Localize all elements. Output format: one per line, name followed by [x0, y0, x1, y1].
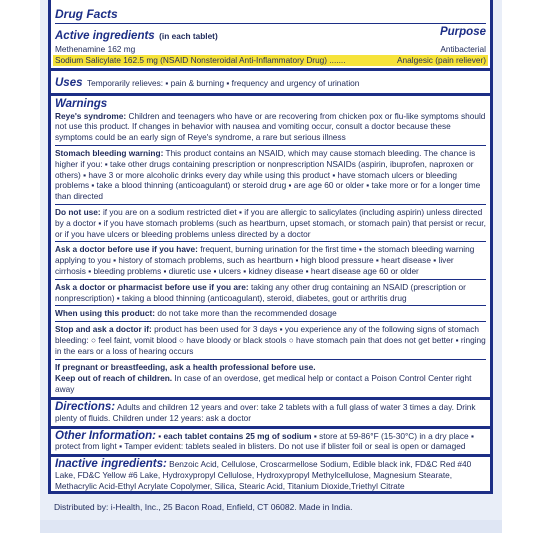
other-information-heading: Other Information: [55, 429, 156, 442]
purpose-heading: Purpose [439, 26, 486, 38]
directions-text: Adults and children 12 years and over: take 2 tablets with a full glass of water 3 times a day. Drink plenty of fluids. Children under 12 years: ask a doctor [55, 401, 476, 423]
inactive-ingredients-heading: Inactive ingredients: [55, 458, 167, 471]
stop-use-text: product has been used for 3 days ▪ you experience any of the following signs of stomach bleeding: ○ feel faint, vomit blood ○ have bloody or black stools ○ have stomach pain that does not get better ▪ ringing in the ears or a loss of hearing occurs [55, 324, 486, 356]
uses-text: Temporarily relieves: ▪ pain & burning ▪ frequency and urgency of urination [86, 77, 360, 88]
uses-section [55, 73, 486, 91]
do-not-use-label: Do not use: [55, 206, 101, 217]
reye-text: Children and teenagers who have or are recovering from chicken pox or flu-like symptoms should not use this product. If changes in behavior with nausea and vomiting occur, consult a doctor because these symptoms could be an early sign of Reye's syndrome, a rare but serious illness [55, 110, 486, 143]
ingredient-row-2 [53, 55, 488, 66]
warnings-heading: Warnings [55, 97, 108, 110]
drug-facts-panel [48, 0, 493, 494]
stop-use [55, 324, 486, 356]
other-information-text: ▪ store at 59-86°F (15-30°C) in a dry place ▪ protect from light ▪ Tamper evident: tablets sealed in blisters. Do not use if blister foil or seal is open or damaged [55, 430, 474, 452]
ingredient-row-1 [55, 44, 486, 55]
ask-doctor-label: Ask a doctor before use if you have: [55, 244, 198, 255]
inactive-ingredients [55, 459, 486, 491]
uses-heading: Uses [55, 76, 83, 89]
keep-out-of-reach [55, 373, 486, 395]
reye-label: Reye's syndrome: [55, 110, 127, 121]
directions-heading: Directions: [55, 400, 116, 413]
ask-pharmacist-text: taking any other drug containing an NSAID (prescription or nonprescription) ▪ taking a blood thinning (anticoagulant), steroid, diabetes, gout or arthritis drug [55, 281, 466, 303]
active-ingredients-heading: Active ingredients [55, 30, 155, 42]
stomach-text: This product contains an NSAID, which may cause stomach bleeding. The chance is higher if you: ▪ take other drugs containing prescription or nonprescription NSAIDs (aspirin, ibuprofen, naproxen or others) ▪ have 3 or more alcoholic drinks every day while using this product ▪ have stomach ulcers or bleeding problems ▪ take a blood thinning (anticoagulant) or steroid drug ▪ are age 60 or older ▪ take more or for a longer time than directed [55, 147, 481, 202]
ingredient-purpose: Antibacterial [440, 44, 486, 54]
active-ingredients-sub: (in each tablet) [159, 31, 218, 41]
ask-pharmacist-label: Ask a doctor or pharmacist before use if you are: [55, 281, 249, 292]
do-not-use [55, 207, 486, 239]
distributor-line: Distributed by: i-Health, Inc., 25 Bacon Road, Enfield, CT 06082. Made in India. [54, 502, 353, 512]
active-ingredients-header [55, 26, 486, 44]
ask-doctor [55, 244, 486, 276]
reye-warning [55, 111, 486, 143]
pregnancy-warning: If pregnant or breastfeeding, ask a health professional before use. [55, 361, 316, 372]
drug-facts-title: Drug Facts [55, 7, 118, 21]
stop-use-label: Stop and ask a doctor if: [55, 324, 152, 335]
when-using-label: When using this product: [55, 308, 156, 319]
keep-label: Keep out of reach of children. [55, 373, 173, 384]
directions-section [55, 402, 486, 424]
other-information [55, 431, 486, 453]
ask-pharmacist [55, 282, 486, 304]
ingredient-name: Methenamine 162 mg [55, 44, 136, 54]
ingredient-name: Sodium Salicylate 162.5 mg (NSAID Nonsteroidal Anti-Inflammatory Drug) ....... [55, 54, 346, 65]
sodium-content: ▪ each tablet contains 25 mg of sodium [158, 430, 312, 441]
when-using-text: do not take more than the recommended dosage [157, 308, 337, 319]
stomach-label: Stomach bleeding warning: [55, 147, 164, 158]
inactive-ingredients-text: Benzoic Acid, Cellulose, Croscarmellose Sodium, Edible black ink, FD&C Red #40 Lake, FD&C Yellow #6 Lake, Hydroxypropyl Cellulose, Hydroxypropyl Methylcellulose, Magnesium Stearate, Methacrylic Acid-Ethyl Acrylate Copolymer, Silica, Stearic Acid, Titanium Dioxide,Triethyl Citrate [55, 459, 472, 491]
ask-doctor-text: frequent, burning urination for the first time ▪ the stomach bleeding warning applying to you ▪ history of stomach problems, such as heartburn ▪ high blood pressure ▪ heart disease ▪ liver cirrhosis ▪ bleeding problems ▪ diuretic use ▪ ulcers ▪ kidney disease ▪ heart disease age 60 or older [55, 244, 475, 276]
stomach-warning [55, 148, 486, 202]
do-not-use-text: if you are on a sodium restricted diet ▪ if you are allergic to salicylates (including aspirin) unless directed by a doctor ▪ if you have stomach problems (such as heartburn, upset stomach, or stomach pain) that persist or recur, or if you have ulcers or bleeding problems unless directed by a doctor [55, 206, 486, 239]
package-bottom-edge [40, 520, 502, 533]
when-using [55, 308, 486, 319]
ingredient-purpose: Analgesic (pain reliever) [396, 54, 486, 65]
keep-text: In case of an overdose, get medical help or contact a Poison Control Center right away [55, 373, 472, 395]
